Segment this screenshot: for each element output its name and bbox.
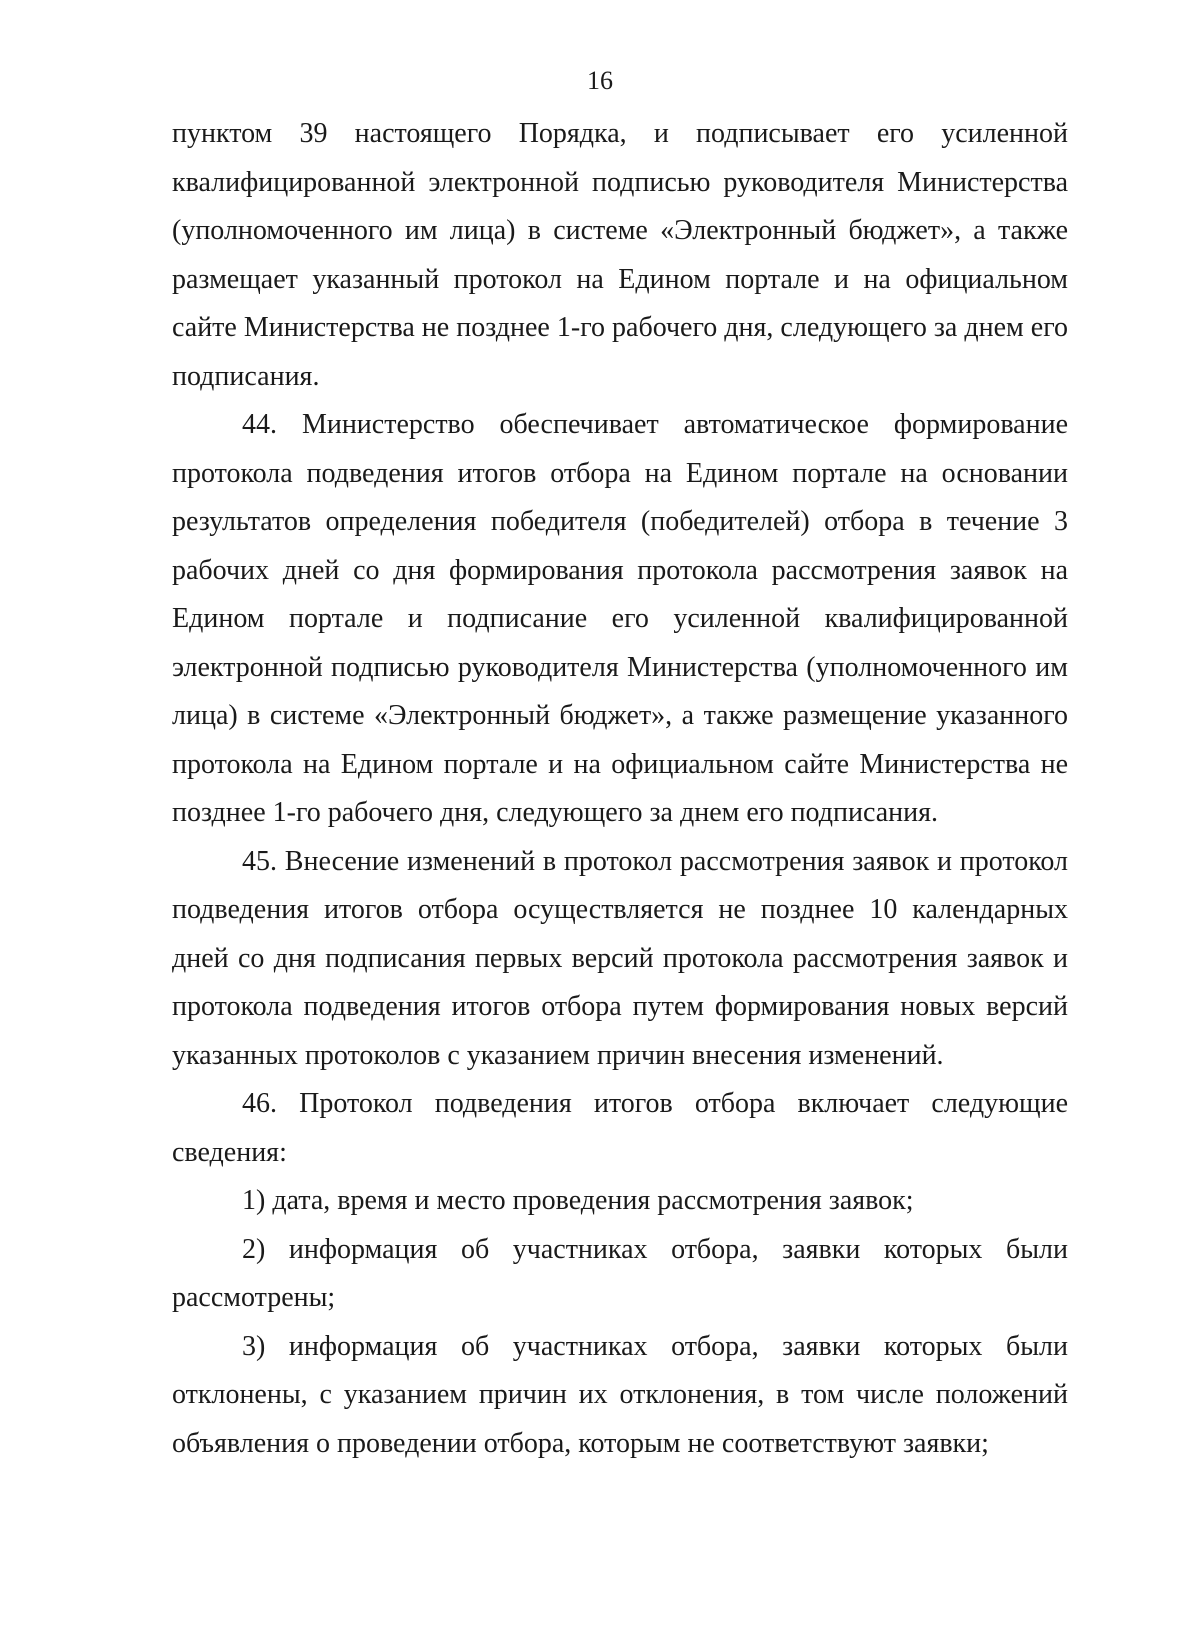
list-item-1: 1) дата, время и место проведения рассмотрения заявок;	[242, 1185, 914, 1216]
paragraph-continuation: пунктом 39 настоящего Порядка, и подписывает его усиленной квалифицированной электронной подписью руководителя Министерства (уполномоченного им лица) в системе «Электронный бюджет», а также размещает указанный протокол на Едином портале и на официальном сайте Министерства не позднее 1-го рабочего дня, следующего за днем его подписания.	[172, 118, 1068, 392]
document-body	[172, 110, 1068, 1468]
list-item-2: 2) информация об участниках отбора, заявки которых были рассмотрены;	[172, 1233, 1068, 1313]
list-item-3: 3) информация об участниках отбора, заявки которых были отклонены, с указанием причин их отклонения, в том числе положений объявления о проведении отбора, которым не соответствуют заявки;	[172, 1330, 1068, 1459]
paragraph-46: 46. Протокол подведения итогов отбора включает следующие сведения:	[172, 1088, 1068, 1168]
paragraph-44: 44. Министерство обеспечивает автоматическое формирование протокола подведения итогов отбора на Едином портале на основании результатов определения победителя (победителей) отбора в течение 3 рабочих дней со дня формирования протокола рассмотрения заявок на Едином портале и подписание его усиленной квалифицированной электронной подписью руководителя Министерства (уполномоченного им лица) в системе «Электронный бюджет», а также размещение указанного протокола на Едином портале и на официальном сайте Министерства не позднее 1-го рабочего дня, следующего за днем его подписания.	[172, 409, 1068, 828]
page-number: 16	[587, 66, 613, 95]
paragraph-45: 45. Внесение изменений в протокол рассмотрения заявок и протокол подведения итогов отбора осуществляется не позднее 10 календарных дней со дня подписания первых версий протокола рассмотрения заявок и протокола подведения итогов отбора путем формирования новых версий указанных протоколов с указанием причин внесения изменений.	[172, 845, 1068, 1071]
